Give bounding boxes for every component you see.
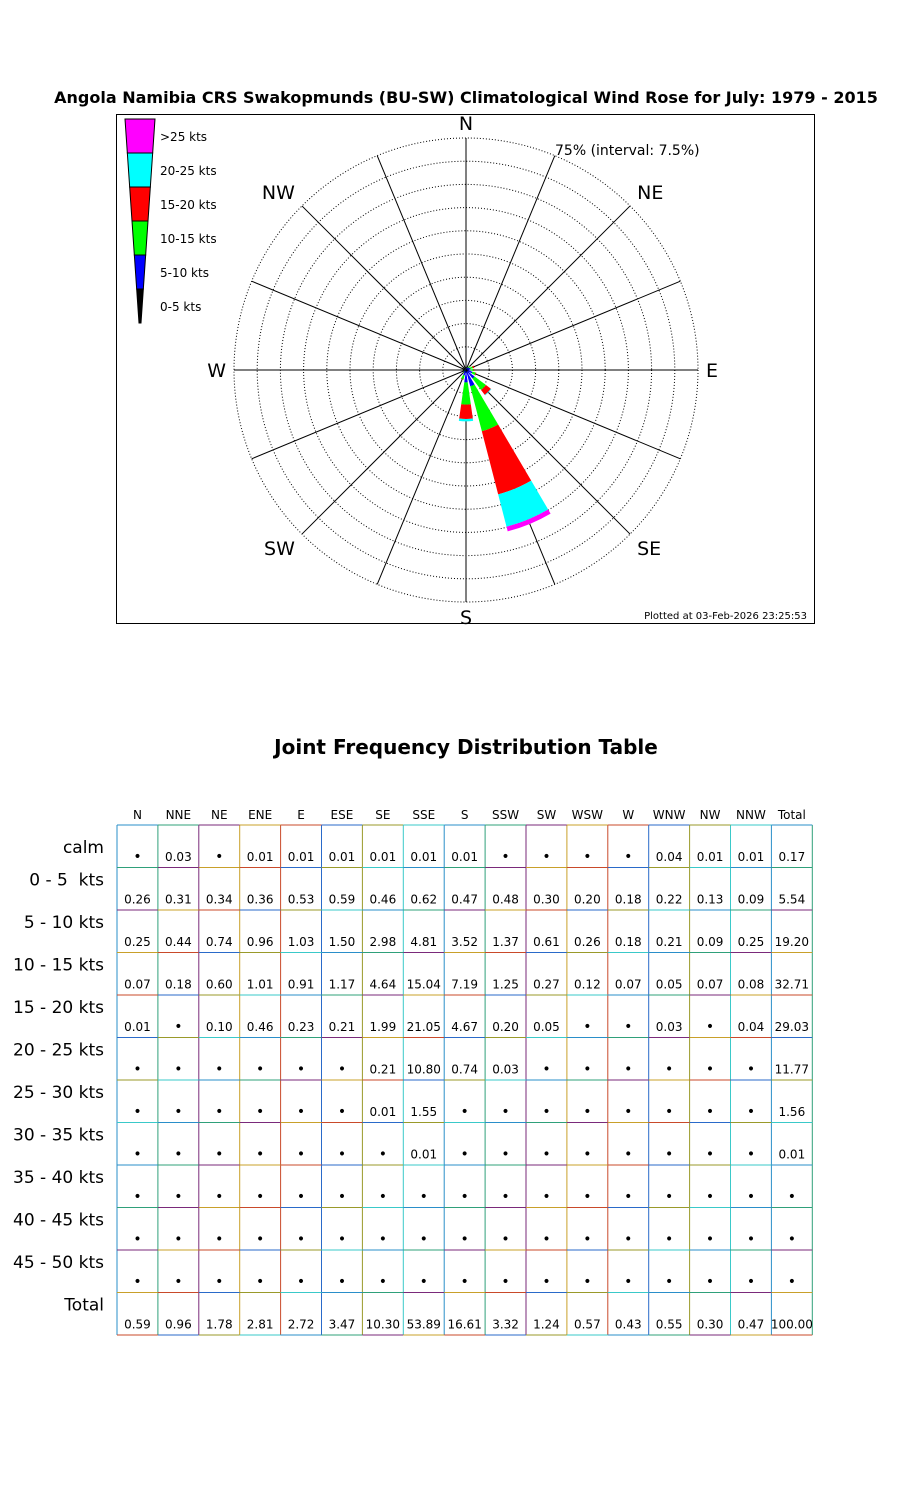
table-cell: 1.24 (533, 1317, 560, 1332)
column-header: ESE (330, 808, 354, 822)
table-cell: • (583, 1019, 592, 1035)
table-cell: 0.47 (451, 892, 479, 907)
table-cell: 0.21 (655, 935, 683, 949)
table-cell: • (419, 1189, 428, 1205)
compass-label-s: S (459, 607, 473, 629)
table-cell: • (624, 1231, 633, 1248)
table-cell: 0.21 (369, 1062, 397, 1077)
table-cell: • (215, 1189, 224, 1205)
table-cell: 0.01 (737, 850, 765, 864)
table-cell: 1.01 (246, 977, 274, 992)
wedge-e (474, 369, 475, 371)
table-cell: 53.89 (406, 1317, 441, 1332)
table-cell: • (256, 1231, 265, 1248)
legend-swatch (134, 255, 145, 289)
table-cell: 0.47 (737, 1317, 765, 1332)
table-cell: • (665, 1189, 674, 1205)
table-cell: • (174, 1274, 183, 1290)
table-cell: • (174, 1019, 183, 1035)
legend-swatch (137, 289, 144, 323)
legend-label: 5-10 kts (160, 266, 209, 280)
table-cell: • (787, 1231, 796, 1248)
table-cell: • (215, 1146, 224, 1163)
table-cell: 0.34 (205, 892, 233, 907)
table-cell: • (583, 1231, 592, 1248)
column-header: NW (699, 808, 721, 822)
table-cell: 10.80 (406, 1062, 441, 1077)
table-cell: 0.09 (737, 892, 765, 907)
table-cell: • (501, 1231, 510, 1248)
table-cell: • (542, 1104, 551, 1120)
table-cell: • (583, 1274, 592, 1290)
table-cell: • (174, 1231, 183, 1248)
table-cell: 0.44 (164, 935, 192, 949)
row-label: 5 - 10 kts (23, 913, 104, 933)
table-cell: 1.50 (328, 935, 356, 949)
column-header: ENE (248, 808, 273, 822)
table-cell: 0.91 (287, 977, 315, 992)
table-cell: 0.61 (533, 935, 560, 949)
table-cell: 0.36 (246, 892, 274, 907)
table-cell: • (419, 1274, 428, 1290)
table-cell: • (133, 1274, 142, 1290)
table-cell: • (542, 1146, 551, 1163)
table-cell: 0.30 (533, 892, 560, 907)
table-cell: 0.27 (533, 977, 560, 992)
table-cell: 0.18 (164, 977, 192, 992)
table-cell: • (256, 1274, 265, 1290)
table-cell: • (256, 1104, 265, 1120)
table-cell: • (337, 1274, 347, 1290)
legend-label: 15-20 kts (160, 198, 217, 212)
table-cell: 0.59 (328, 892, 356, 907)
table-cell: • (174, 1061, 183, 1078)
table-cell: • (296, 1274, 306, 1290)
table-cell: 0.60 (205, 977, 233, 992)
table-cell: • (460, 1231, 469, 1248)
table-cell: • (665, 1274, 674, 1290)
table-cell: 0.53 (287, 892, 315, 907)
compass-label-n: N (458, 113, 474, 135)
compass-label-sw: SW (264, 538, 295, 561)
table-cell: • (337, 1146, 347, 1163)
table-cell: • (296, 1146, 306, 1163)
table-cell: • (174, 1189, 183, 1205)
row-label: 25 - 30 kts (13, 1083, 104, 1103)
table-cell: 2.81 (246, 1317, 274, 1332)
table-cell: 0.01 (410, 1147, 438, 1162)
table-cell: • (624, 1019, 633, 1035)
row-label: 0 - 5 kts (29, 870, 104, 891)
compass-label-w: W (207, 360, 226, 382)
column-header: SSE (412, 808, 436, 822)
table-cell: • (501, 1146, 510, 1163)
table-cell: 0.23 (287, 1020, 315, 1034)
table-cell: • (624, 1104, 633, 1120)
legend-label: >25 kts (160, 130, 208, 144)
table-cell: • (174, 1146, 183, 1163)
row-label: calm (62, 838, 104, 858)
wedge-s (459, 404, 473, 419)
table-cell: • (705, 1231, 715, 1248)
table-cell: 0.03 (492, 1062, 519, 1077)
table-cell: • (133, 1061, 142, 1078)
rose-spoke (466, 281, 680, 370)
column-header: WSW (571, 808, 604, 822)
table-cell: • (746, 1104, 756, 1120)
table-cell: • (542, 1274, 551, 1290)
table-cell: • (337, 1061, 347, 1078)
compass-label-se: SE (637, 538, 662, 561)
legend-label: 0-5 kts (160, 300, 202, 314)
legend-swatch (132, 221, 148, 255)
table-cell: 0.01 (369, 1105, 397, 1119)
legend-swatch (125, 119, 155, 153)
table-cell: 0.01 (696, 850, 724, 864)
rose-legend (125, 119, 217, 323)
table-cell: • (215, 849, 224, 865)
table-cell: • (705, 1061, 715, 1078)
table-cell: 0.74 (205, 935, 233, 949)
row-label: 45 - 50 kts (13, 1253, 104, 1273)
table-cell: • (460, 1274, 469, 1290)
table-cell: • (256, 1061, 265, 1078)
table-cell: • (460, 1104, 469, 1120)
table-cell: • (624, 1274, 633, 1290)
table-cell: 0.30 (696, 1317, 724, 1332)
table-cell: 3.32 (492, 1317, 519, 1332)
wedge-e (471, 369, 474, 371)
table-cell: • (624, 1189, 633, 1205)
table-cell: 4.67 (451, 1020, 479, 1034)
table-cell: • (624, 849, 633, 865)
table-cell: 0.18 (614, 892, 642, 907)
table-cell: • (133, 1104, 142, 1120)
table-cell: • (296, 1189, 306, 1205)
row-label: 30 - 35 kts (13, 1125, 104, 1146)
table-cell: 0.20 (573, 892, 601, 907)
table-cell: 10.30 (365, 1317, 401, 1332)
table-cell: • (542, 849, 551, 865)
table-cell: • (583, 1146, 592, 1163)
table-cell: 0.74 (451, 1062, 479, 1077)
table-cell: • (215, 1061, 224, 1078)
legend-label: 20-25 kts (160, 164, 217, 178)
table-cell: 0.07 (124, 977, 151, 992)
table-cell: • (501, 1189, 510, 1205)
table-cell: 0.17 (778, 850, 806, 864)
table-cell: • (583, 849, 592, 865)
table-cell: • (787, 1274, 796, 1290)
row-label: 15 - 20 kts (13, 998, 104, 1018)
table-cell: 4.64 (369, 977, 397, 992)
table-cell: • (215, 1104, 224, 1120)
table-cell: 0.31 (164, 892, 192, 907)
table-cell: • (624, 1146, 633, 1163)
rose-spoke (252, 281, 466, 370)
table-cell: • (133, 1189, 142, 1205)
table-cell: 0.07 (696, 977, 724, 992)
row-label: 10 - 15 kts (13, 955, 104, 976)
table-cell: • (542, 1061, 551, 1078)
table-cell: • (501, 1274, 510, 1290)
table-cell: 0.62 (410, 892, 438, 907)
table-cell: 3.52 (451, 935, 479, 949)
table-cell: 0.48 (492, 892, 519, 907)
table-cell: • (133, 1146, 142, 1163)
table-cell: • (501, 849, 510, 865)
table-cell: • (460, 1146, 469, 1163)
rose-spoke (252, 370, 466, 459)
row-label: 20 - 25 kts (13, 1040, 104, 1061)
table-cell: 100.00 (770, 1317, 813, 1332)
table-cell: 0.01 (246, 850, 274, 864)
table-cell: 0.55 (655, 1317, 683, 1332)
table-cell: • (501, 1104, 510, 1120)
table-cell: 19.20 (774, 935, 810, 949)
table-cell: 32.71 (774, 977, 810, 992)
column-header: SSW (491, 808, 520, 822)
table-cell: • (215, 1274, 224, 1290)
table-cell: 0.08 (737, 977, 765, 992)
table-cell: • (378, 1231, 387, 1248)
table-cell: 4.81 (410, 935, 438, 949)
rose-spoke (377, 156, 466, 370)
table-cell: • (746, 1061, 756, 1078)
rose-spoke (466, 156, 555, 370)
column-header: NNW (736, 808, 766, 822)
legend-swatch (127, 153, 152, 187)
table-cell: 0.25 (737, 935, 765, 949)
table-cell: 0.01 (328, 850, 356, 864)
table-cell: • (133, 849, 142, 865)
table-cell: 0.26 (573, 935, 601, 949)
table-cell: • (665, 1231, 674, 1248)
table-cell: • (787, 1189, 796, 1205)
rose-spoke (377, 370, 466, 584)
table-cell: • (256, 1146, 265, 1163)
table-cell: • (705, 1189, 715, 1205)
compass-label-e: E (706, 360, 719, 382)
table-cell: 0.01 (410, 850, 438, 864)
table-cell: 1.17 (328, 977, 356, 992)
table-cell: 0.01 (124, 1020, 151, 1034)
row-label: 35 - 40 kts (13, 1168, 104, 1188)
table-cell: 0.03 (164, 850, 192, 864)
table-cell: 0.01 (451, 850, 479, 864)
column-header: Total (777, 808, 806, 822)
table-cell: • (583, 1061, 592, 1078)
table-cell: • (337, 1189, 347, 1205)
table-cell: • (746, 1146, 756, 1163)
table-cell: • (460, 1189, 469, 1205)
table-cell: 0.25 (124, 935, 151, 949)
rose-title: Angola Namibia CRS Swakopmunds (BU-SW) Climatological Wind Rose for July: 1979 - 2015 (54, 88, 878, 107)
wind-rose-chart (0, 0, 900, 700)
table-cell: • (337, 1104, 347, 1120)
table-cell: 1.03 (287, 935, 315, 949)
table-cell: 0.59 (124, 1317, 151, 1332)
table-cell: • (583, 1189, 592, 1205)
table-cell: • (542, 1189, 551, 1205)
table-cell: 2.72 (287, 1317, 315, 1332)
table-cell: 0.46 (246, 1020, 274, 1034)
rose-spoke (302, 370, 466, 534)
column-header: NE (210, 808, 228, 822)
rose-spoke (466, 206, 630, 370)
column-header: N (132, 808, 142, 822)
column-header: NNE (165, 808, 192, 822)
table-cell: • (746, 1231, 756, 1248)
table-cell: 1.78 (205, 1317, 233, 1332)
rose-spoke (302, 206, 466, 370)
table-cell: • (746, 1274, 756, 1290)
table-cell: • (746, 1189, 756, 1205)
column-header: SE (375, 808, 391, 822)
table-cell: 0.22 (655, 892, 683, 907)
table-cell: 21.05 (406, 1020, 441, 1034)
table-cell: 0.96 (246, 935, 274, 949)
table-cell: • (665, 1146, 674, 1163)
column-header: S (460, 808, 469, 822)
table-cell: 16.61 (447, 1317, 482, 1332)
table-cell: 1.99 (369, 1020, 397, 1034)
table-cell: 0.01 (287, 850, 315, 864)
table-cell: • (705, 1274, 715, 1290)
table-cell: • (296, 1061, 306, 1078)
plotted-timestamp: Plotted at 03-Feb-2026 23:25:53 (644, 611, 807, 622)
table-cell: 0.04 (737, 1020, 765, 1034)
table-cell: 3.47 (328, 1317, 356, 1332)
table-cell: 0.20 (492, 1020, 519, 1034)
table-cell: • (337, 1231, 347, 1248)
table-cell: 0.03 (655, 1020, 683, 1034)
table-cell: 0.10 (205, 1020, 233, 1034)
table-cell: • (215, 1231, 224, 1248)
table-cell: 0.05 (655, 977, 683, 992)
row-label: 40 - 45 kts (13, 1210, 104, 1231)
table-cell: • (583, 1104, 592, 1120)
table-cell: • (256, 1189, 265, 1205)
table-cell: 0.43 (614, 1317, 642, 1332)
table-cell: 0.01 (369, 850, 397, 864)
column-header: SW (536, 808, 557, 822)
table-cell: • (419, 1231, 428, 1248)
row-label: Total (64, 1295, 104, 1316)
table-cell: • (705, 1104, 715, 1120)
table-cell: 0.13 (696, 892, 724, 907)
table-cell: • (705, 1146, 715, 1163)
table-cell: 15.04 (406, 977, 441, 992)
table-cell: • (174, 1104, 183, 1120)
table-cell: • (296, 1104, 306, 1120)
table-cell: 1.56 (778, 1105, 806, 1119)
table-cell: • (542, 1231, 551, 1248)
table-cell: 5.54 (778, 892, 806, 907)
table-cell: • (705, 1019, 715, 1035)
legend-swatch (130, 187, 151, 221)
column-header: WNW (652, 808, 686, 822)
table-cell: 0.09 (696, 935, 724, 949)
table-cell: 0.26 (124, 892, 151, 907)
table-cell: 0.04 (655, 850, 683, 864)
column-header: W (622, 808, 635, 822)
legend-label: 10-15 kts (160, 232, 217, 246)
column-header: E (297, 808, 305, 822)
compass-label-nw: NW (261, 181, 295, 204)
table-cell: 0.01 (778, 1147, 806, 1162)
table-cell: • (665, 1104, 674, 1120)
joint-frequency-table (0, 790, 900, 1350)
table-cell: 0.96 (164, 1317, 192, 1332)
table-cell: • (133, 1231, 142, 1248)
table-cell: • (624, 1061, 633, 1078)
table-cell: • (296, 1231, 306, 1248)
wedge-sse (482, 425, 531, 495)
table-cell: • (378, 1146, 387, 1163)
table-cell: 2.98 (369, 935, 397, 949)
table-cell: 11.77 (774, 1062, 810, 1077)
table-cell: 0.46 (369, 892, 397, 907)
table-cell: 0.05 (533, 1020, 560, 1034)
table-cell: 0.18 (614, 935, 642, 949)
compass-label-ne: NE (637, 181, 664, 204)
table-cell: 1.25 (492, 977, 519, 992)
table-cell: 7.19 (451, 977, 479, 992)
table-cell: 0.21 (328, 1020, 356, 1034)
table-cell: 29.03 (774, 1020, 810, 1034)
table-cell: • (665, 1061, 674, 1078)
table-title: Joint Frequency Distribution Table (274, 735, 658, 759)
table-cell: • (378, 1274, 387, 1290)
table-cell: 0.57 (573, 1317, 601, 1332)
table-cell: 1.55 (410, 1105, 438, 1119)
table-cell: 1.37 (492, 935, 519, 949)
table-cell: 0.07 (614, 977, 642, 992)
table-cell: 0.12 (573, 977, 601, 992)
table-cell: • (378, 1189, 387, 1205)
rose-scale-label: 75% (interval: 7.5%) (555, 143, 700, 159)
